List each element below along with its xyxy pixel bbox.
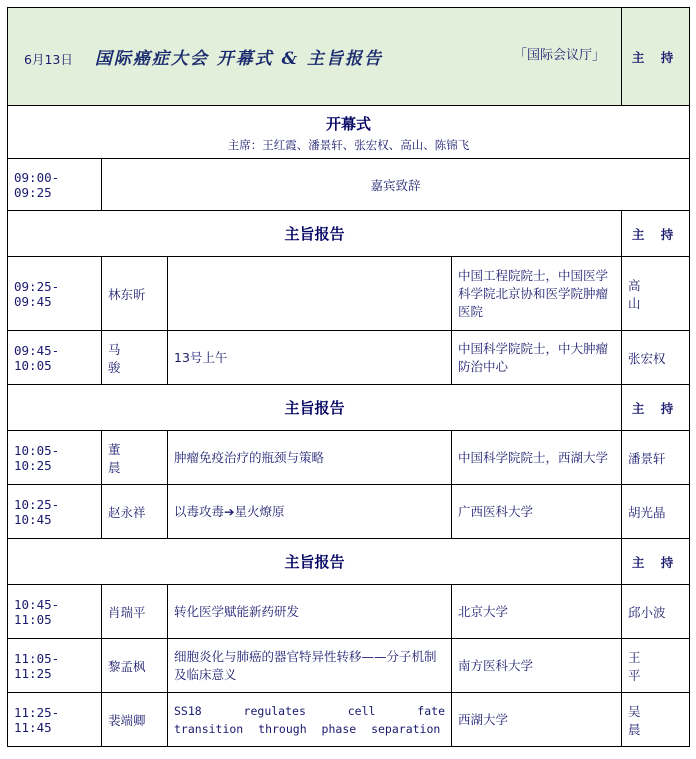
section-header: [8, 539, 690, 585]
talk-row: [8, 693, 690, 747]
section-header: [8, 211, 690, 257]
talk-row: [8, 331, 690, 385]
speaker-cell: 裴端卿: [102, 693, 168, 747]
speaker-cell: 黎孟枫: [102, 639, 168, 693]
speaker-cell: 肖瑞平: [102, 585, 168, 639]
session-venue: 「国际会议厅」: [514, 48, 606, 63]
topic-cell: 细胞炎化与肺癌的器官特异性转移——分子机制及临床意义: [168, 639, 452, 693]
topic-cell: [168, 257, 452, 331]
topic-cell: SS18 regulates cell fate transition through phase separation: [168, 693, 452, 747]
speaker-cell: 马 骏: [102, 331, 168, 385]
topic-cell: 转化医学赋能新药研发: [168, 585, 452, 639]
institution-cell: 广西医科大学: [452, 485, 622, 539]
time-cell: 11:05-11:25: [8, 639, 102, 693]
chair-cell: 高 山: [622, 257, 690, 331]
section-host-label: 主 持: [622, 539, 690, 585]
welcome-row: [8, 159, 690, 211]
header-row: [8, 8, 690, 106]
section-title: 主旨报告: [8, 385, 622, 431]
talk-row: [8, 431, 690, 485]
institution-cell: 中国工程院院士，中国医学科学院北京协和医学院肿瘤医院: [452, 257, 622, 331]
time-cell: 09:00-09:25: [8, 159, 102, 211]
time-cell: 10:25-10:45: [8, 485, 102, 539]
talk-row: [8, 639, 690, 693]
section-host-label: 主 持: [622, 385, 690, 431]
schedule-table: [7, 7, 690, 747]
welcome-label: 嘉宾致辞: [102, 159, 690, 211]
topic-cell: 13号上午: [168, 331, 452, 385]
speaker-cell: 林东昕: [102, 257, 168, 331]
time-cell: 10:45-11:05: [8, 585, 102, 639]
opening-row: [8, 106, 690, 159]
talk-row: [8, 485, 690, 539]
institution-cell: 中国科学院院士，西湖大学: [452, 431, 622, 485]
host-header: 主 持: [622, 8, 690, 106]
opening-title: 开幕式: [326, 115, 372, 133]
speaker-cell: 赵永祥: [102, 485, 168, 539]
chair-cell: 王 平: [622, 639, 690, 693]
institution-cell: 西湖大学: [452, 693, 622, 747]
talk-row: [8, 585, 690, 639]
section-title: 主旨报告: [8, 539, 622, 585]
time-cell: 09:25-09:45: [8, 257, 102, 331]
header-banner: [8, 8, 622, 106]
chair-cell: 张宏权: [622, 331, 690, 385]
session-title: 国际癌症大会 开幕式 & 主旨报告: [94, 49, 383, 69]
time-cell: 11:25-11:45: [8, 693, 102, 747]
section-title: 主旨报告: [8, 211, 622, 257]
speaker-cell: 董 晨: [102, 431, 168, 485]
chair-cell: 胡光晶: [622, 485, 690, 539]
institution-cell: 北京大学: [452, 585, 622, 639]
opening-chairs: 主席：王红霞、潘景轩、张宏权、高山、陈锦飞: [227, 138, 470, 152]
time-cell: 09:45-10:05: [8, 331, 102, 385]
section-header: [8, 385, 690, 431]
talk-row: [8, 257, 690, 331]
chair-cell: 邱小波: [622, 585, 690, 639]
institution-cell: 南方医科大学: [452, 639, 622, 693]
chair-cell: 吴 晨: [622, 693, 690, 747]
time-cell: 10:05-10:25: [8, 431, 102, 485]
institution-cell: 中国科学院院士，中大肿瘤防治中心: [452, 331, 622, 385]
chair-cell: 潘景轩: [622, 431, 690, 485]
opening-cell: [8, 106, 690, 159]
session-date: 6月13日: [24, 52, 73, 67]
topic-cell: 以毒攻毒➔星火燎原: [168, 485, 452, 539]
section-host-label: 主 持: [622, 211, 690, 257]
topic-cell: 肿瘤免疫治疗的瓶颈与策略: [168, 431, 452, 485]
